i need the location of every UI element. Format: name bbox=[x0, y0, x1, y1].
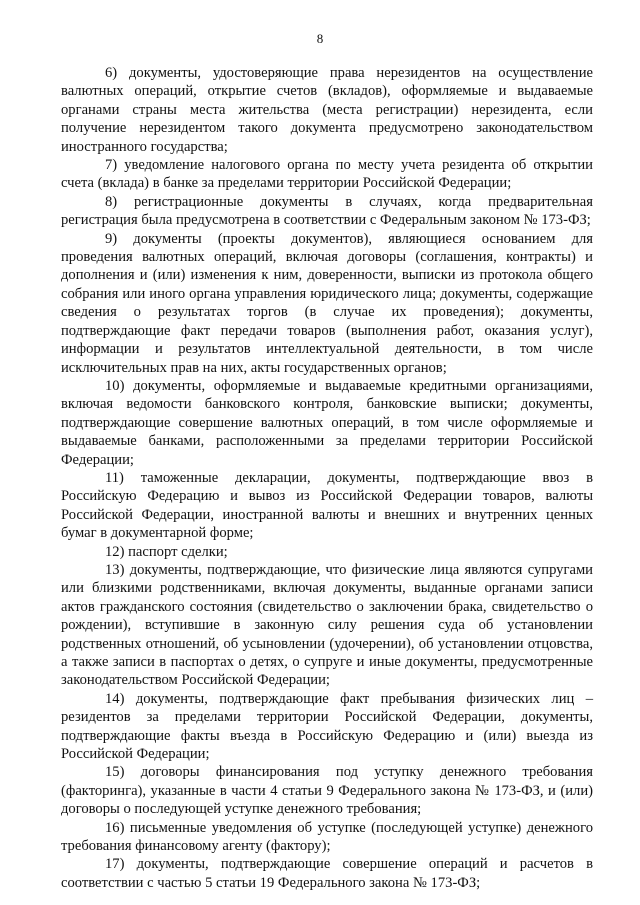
list-item-17: 17) документы, подтверждающие совершение операций и расчетов в соответствии с частью 5 статьи 19 Федерального закона № 173-ФЗ; bbox=[61, 856, 593, 891]
list-item-13: 13) документы, подтверждающие, что физические лица являются супругами или близкими родственниками, включая документы, выданные органами записи актов гражданского состояния (свидетельство о заключении брака, свидетельство о рождении), вступившие в законную силу решения суда об установлении родственных отношений, об усыновлении (удочерении), об установлении отцовства, а также записи в паспортах о детях, о супруге и иные документы, предусмотренные законодательством Российской Федерации; bbox=[61, 561, 593, 689]
list-item-16: 16) письменные уведомления об уступке (последующей уступке) денежного требования финансовому агенту (фактору); bbox=[61, 819, 593, 855]
list-item-11: 11) таможенные декларации, документы, подтверждающие ввоз в Российскую Федерацию и вывоз из Российской Федерации товаров, валюты Российской Федерации, иностранной валюты и внешних и внутренних ценных бумаг в документарной форме; bbox=[61, 469, 593, 542]
list-item-10: 10) документы, оформляемые и выдаваемые кредитными организациями, включая ведомости банковского контроля, банковские выписки; документы, подтверждающие совершение валютных операций, в том числе оформляемые и выдаваемые банками, расположенными за пределами территории Российской Федерации; bbox=[61, 377, 593, 468]
document-body bbox=[61, 64, 593, 892]
list-item-9: 9) документы (проекты документов), являющиеся основанием для проведения валютных операций, включая договоры (соглашения, контракты) и дополнения и (или) изменения к ним, доверенности, выписки из протокола общего собрания или иного органа управления юридического лица; документы, содержащие сведения о результатах торгов (в случае их проведения); документы, подтверждающие факт передачи товаров (выполнения работ, оказания услуг), информации и результатов интеллектуальной деятельности, в том числе исключительных прав на них, акты государственных органов; bbox=[61, 230, 593, 376]
list-item-14: 14) документы, подтверждающие факт пребывания физических лиц – резидентов за пределами территории Российской Федерации, документы, подтверждающие факты въезда в Российскую Федерацию и (или) выезда из Российской Федерации; bbox=[61, 690, 593, 763]
list-item-15: 15) договоры финансирования под уступку денежного требования (факторинга), указанные в части 4 статьи 9 Федерального закона № 173-ФЗ, и (или) договоры о последующей уступке денежного требования; bbox=[61, 764, 593, 818]
list-item-6: 6) документы, удостоверяющие права нерезидентов на осуществление валютных операций, открытие счетов (вкладов), оформляемые и выдаваемые органами страны места жительства (места регистрации) нерезидента, если получение нерезидентом такого документа предусмотрено законодательством иностранного государства; bbox=[61, 65, 593, 155]
page-number: 8 bbox=[316, 31, 324, 46]
list-item-7: 7) уведомление налогового органа по месту учета резидента об открытии счета (вклада) в банке за пределами территории Российской Федерации; bbox=[61, 157, 593, 192]
list-item-12: 12) паспорт сделки; bbox=[105, 543, 228, 560]
list-item-8: 8) регистрационные документы в случаях, когда предварительная регистрация была предусмотрена в соответствии с Федеральным законом № 173-ФЗ; bbox=[61, 193, 593, 229]
